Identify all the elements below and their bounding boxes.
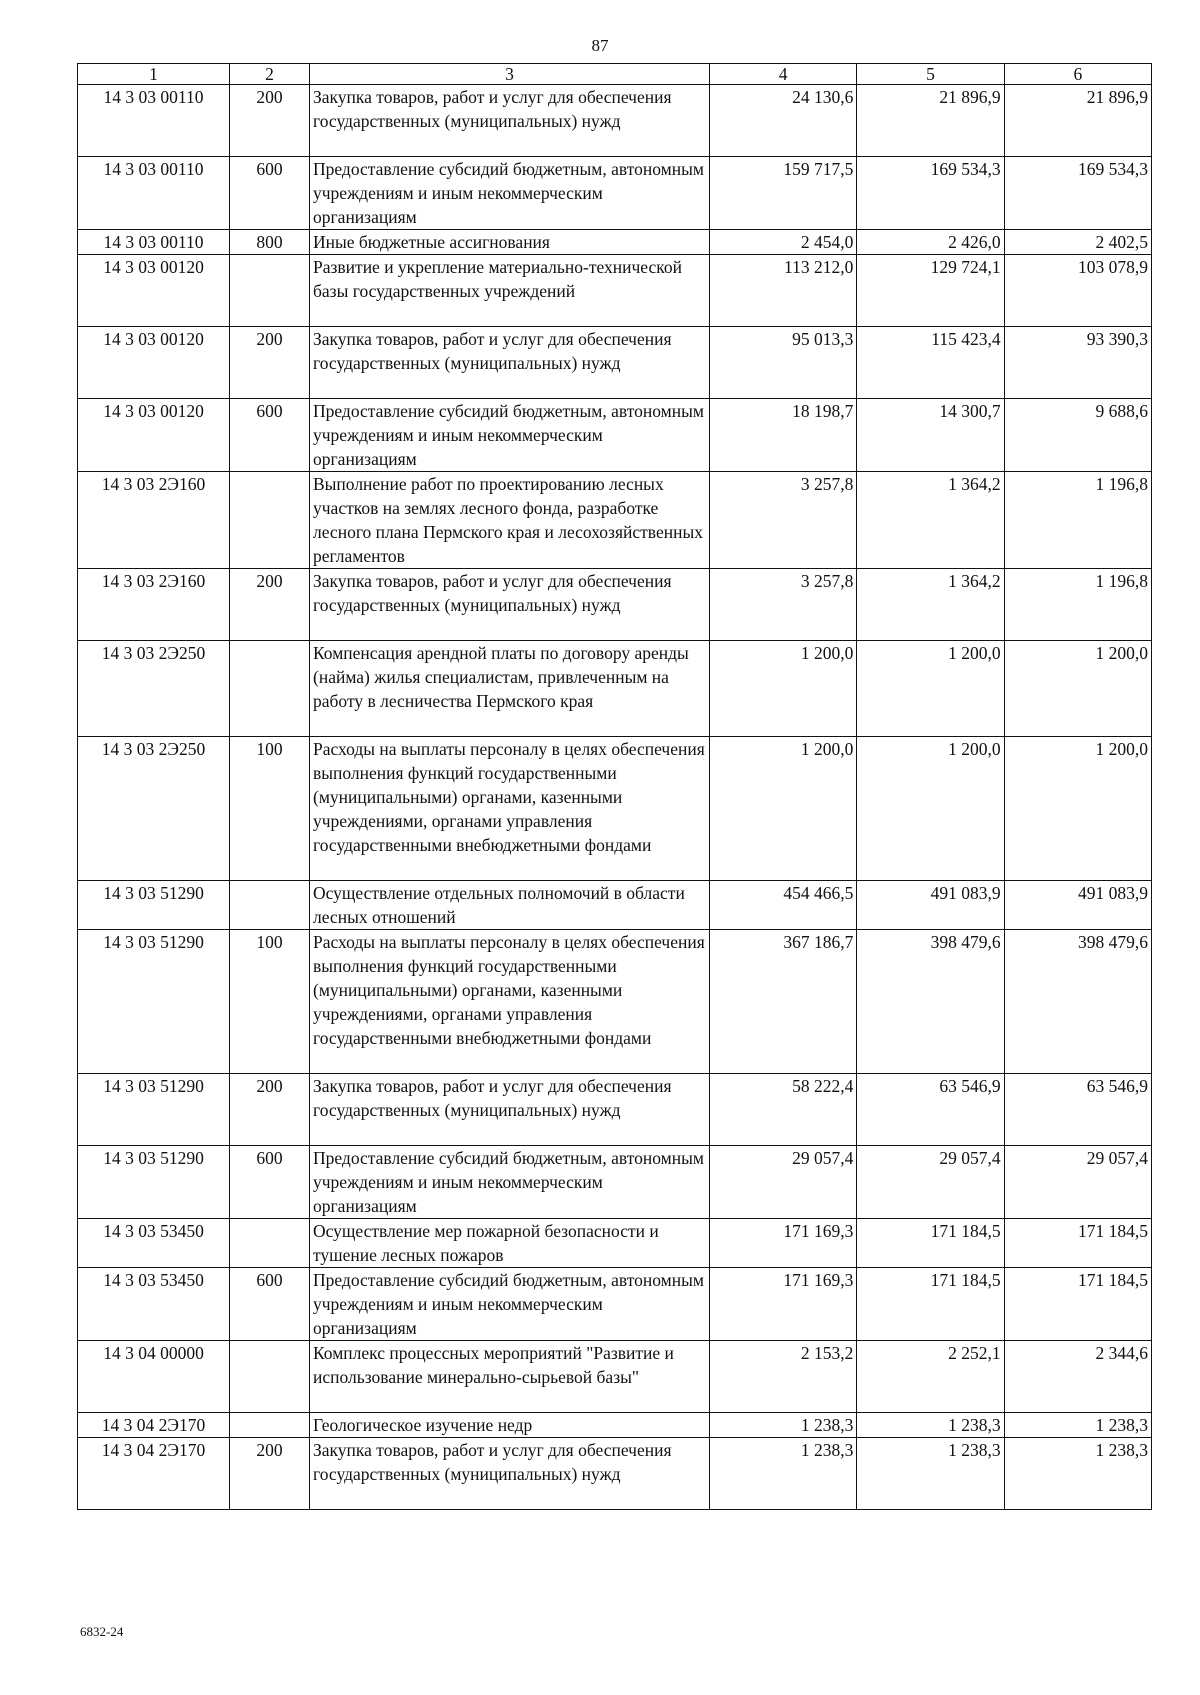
row-value-year1-cell: 24 130,6 [710,85,857,157]
row-value-year1-cell: 113 212,0 [710,255,857,327]
row-value-year1-cell: 29 057,4 [710,1146,857,1219]
row-type-cell: 600 [230,1268,310,1341]
table-row [78,1268,1152,1341]
row-value-year1-cell: 18 198,7 [710,399,857,472]
row-name-cell: Осуществление отдельных полномочий в области лесных отношений [310,881,710,930]
row-value-year1-cell: 454 466,5 [710,881,857,930]
header-row [78,64,1152,85]
row-type-cell: 100 [230,737,310,881]
row-code-cell: 14 3 04 00000 [78,1341,230,1413]
row-value-year1-cell: 171 169,3 [710,1268,857,1341]
row-name-cell: Закупка товаров, работ и услуг для обеспечения государственных (муниципальных) нужд [310,327,710,399]
row-value-year3-cell: 2 402,5 [1004,230,1151,255]
row-code-cell: 14 3 03 51290 [78,930,230,1074]
row-name-cell: Закупка товаров, работ и услуг для обеспечения государственных (муниципальных) нужд [310,1074,710,1146]
table-row [78,1341,1152,1413]
row-value-year3-cell: 1 238,3 [1004,1413,1151,1438]
row-value-year3-cell: 1 238,3 [1004,1438,1151,1510]
row-value-year1-cell: 159 717,5 [710,157,857,230]
row-type-cell: 600 [230,1146,310,1219]
row-value-year1-cell: 1 238,3 [710,1413,857,1438]
row-type-cell: 600 [230,399,310,472]
row-value-year2-cell: 14 300,7 [857,399,1004,472]
row-code-cell: 14 3 03 00120 [78,327,230,399]
row-code-cell: 14 3 03 51290 [78,1074,230,1146]
row-name-cell: Предоставление субсидий бюджетным, автономным учреждениям и иным некоммерческим организациям [310,399,710,472]
row-name-cell: Предоставление субсидий бюджетным, автономным учреждениям и иным некоммерческим организациям [310,1146,710,1219]
table-row [78,85,1152,157]
row-value-year3-cell: 1 200,0 [1004,641,1151,737]
document-code: 6832-24 [80,1624,124,1639]
header-col-3: 3 [310,64,710,85]
row-name-cell: Расходы на выплаты персоналу в целях обеспечения выполнения функций государственными (муниципальными) органами, казенными учреждениями, органами управления государственными внебюджетными фондами [310,930,710,1074]
row-type-cell [230,1219,310,1268]
row-name-cell: Закупка товаров, работ и услуг для обеспечения государственных (муниципальных) нужд [310,569,710,641]
row-value-year2-cell: 2 426,0 [857,230,1004,255]
row-value-year2-cell: 63 546,9 [857,1074,1004,1146]
table-row [78,1074,1152,1146]
row-value-year2-cell: 115 423,4 [857,327,1004,399]
table-row [78,569,1152,641]
row-value-year2-cell: 491 083,9 [857,881,1004,930]
row-value-year2-cell: 2 252,1 [857,1341,1004,1413]
row-name-cell: Закупка товаров, работ и услуг для обеспечения государственных (муниципальных) нужд [310,1438,710,1510]
row-value-year2-cell: 169 534,3 [857,157,1004,230]
row-code-cell: 14 3 03 00120 [78,255,230,327]
row-type-cell: 100 [230,930,310,1074]
row-code-cell: 14 3 03 2Э160 [78,569,230,641]
row-value-year1-cell: 2 454,0 [710,230,857,255]
row-value-year2-cell: 1 364,2 [857,472,1004,569]
row-type-cell: 600 [230,157,310,230]
table-row [78,641,1152,737]
row-name-cell: Расходы на выплаты персоналу в целях обеспечения выполнения функций государственными (муниципальными) органами, казенными учреждениями, органами управления государственными внебюджетными фондами [310,737,710,881]
row-value-year3-cell: 93 390,3 [1004,327,1151,399]
row-value-year1-cell: 2 153,2 [710,1341,857,1413]
row-value-year1-cell: 367 186,7 [710,930,857,1074]
row-name-cell: Закупка товаров, работ и услуг для обеспечения государственных (муниципальных) нужд [310,85,710,157]
row-type-cell [230,255,310,327]
row-type-cell [230,641,310,737]
row-type-cell [230,1413,310,1438]
row-value-year1-cell: 3 257,8 [710,569,857,641]
table-row [78,881,1152,930]
table-row [78,1146,1152,1219]
row-code-cell: 14 3 03 53450 [78,1219,230,1268]
row-name-cell: Геологическое изучение недр [310,1413,710,1438]
header-col-1: 1 [78,64,230,85]
row-name-cell: Компенсация арендной платы по договору аренды (найма) жилья специалистам, привлеченным на работу в лесничества Пермского края [310,641,710,737]
row-value-year2-cell: 1 238,3 [857,1438,1004,1510]
row-value-year3-cell: 171 184,5 [1004,1219,1151,1268]
table-row [78,1219,1152,1268]
row-code-cell: 14 3 03 00110 [78,230,230,255]
row-name-cell: Предоставление субсидий бюджетным, автономным учреждениям и иным некоммерческим организациям [310,1268,710,1341]
row-name-cell: Осуществление мер пожарной безопасности и тушение лесных пожаров [310,1219,710,1268]
row-type-cell: 200 [230,569,310,641]
table-header [78,64,1152,85]
row-value-year3-cell: 103 078,9 [1004,255,1151,327]
row-code-cell: 14 3 03 2Э250 [78,641,230,737]
table-row [78,1438,1152,1510]
table-body [78,85,1152,1510]
header-col-6: 6 [1004,64,1151,85]
row-name-cell: Комплекс процессных мероприятий "Развитие и использование минерально-сырьевой базы" [310,1341,710,1413]
row-type-cell: 200 [230,1074,310,1146]
row-value-year2-cell: 29 057,4 [857,1146,1004,1219]
row-value-year2-cell: 398 479,6 [857,930,1004,1074]
row-value-year3-cell: 171 184,5 [1004,1268,1151,1341]
row-type-cell [230,881,310,930]
header-col-4: 4 [710,64,857,85]
row-code-cell: 14 3 03 2Э160 [78,472,230,569]
table-row [78,327,1152,399]
row-value-year3-cell: 169 534,3 [1004,157,1151,230]
row-code-cell: 14 3 03 00120 [78,399,230,472]
row-code-cell: 14 3 03 2Э250 [78,737,230,881]
table-row [78,930,1152,1074]
row-value-year2-cell: 1 200,0 [857,641,1004,737]
row-type-cell: 200 [230,1438,310,1510]
table-row [78,399,1152,472]
header-col-5: 5 [857,64,1004,85]
row-code-cell: 14 3 03 00110 [78,85,230,157]
row-name-cell: Выполнение работ по проектированию лесных участков на землях лесного фонда, разработке лесного плана Пермского края и лесохозяйственных регламентов [310,472,710,569]
row-name-cell: Предоставление субсидий бюджетным, автономным учреждениям и иным некоммерческим организациям [310,157,710,230]
row-code-cell: 14 3 03 51290 [78,881,230,930]
row-value-year2-cell: 1 238,3 [857,1413,1004,1438]
row-value-year3-cell: 63 546,9 [1004,1074,1151,1146]
row-value-year3-cell: 21 896,9 [1004,85,1151,157]
row-name-cell: Иные бюджетные ассигнования [310,230,710,255]
row-value-year3-cell: 491 083,9 [1004,881,1151,930]
row-type-cell: 800 [230,230,310,255]
row-value-year2-cell: 171 184,5 [857,1268,1004,1341]
row-value-year1-cell: 95 013,3 [710,327,857,399]
row-value-year2-cell: 1 200,0 [857,737,1004,881]
row-value-year3-cell: 398 479,6 [1004,930,1151,1074]
row-value-year3-cell: 1 200,0 [1004,737,1151,881]
row-value-year1-cell: 1 200,0 [710,641,857,737]
row-value-year1-cell: 1 200,0 [710,737,857,881]
row-code-cell: 14 3 03 53450 [78,1268,230,1341]
row-value-year1-cell: 3 257,8 [710,472,857,569]
row-type-cell: 200 [230,327,310,399]
row-value-year2-cell: 171 184,5 [857,1219,1004,1268]
row-value-year1-cell: 171 169,3 [710,1219,857,1268]
row-code-cell: 14 3 04 2Э170 [78,1438,230,1510]
row-value-year2-cell: 129 724,1 [857,255,1004,327]
row-value-year2-cell: 1 364,2 [857,569,1004,641]
table-row [78,230,1152,255]
table-row [78,737,1152,881]
row-code-cell: 14 3 04 2Э170 [78,1413,230,1438]
row-value-year3-cell: 2 344,6 [1004,1341,1151,1413]
row-type-cell: 200 [230,85,310,157]
page-number: 87 [591,36,609,55]
row-value-year1-cell: 1 238,3 [710,1438,857,1510]
table-row [78,1413,1152,1438]
row-value-year3-cell: 1 196,8 [1004,569,1151,641]
row-value-year2-cell: 21 896,9 [857,85,1004,157]
row-type-cell [230,1341,310,1413]
table-row [78,255,1152,327]
header-col-2: 2 [230,64,310,85]
row-value-year3-cell: 1 196,8 [1004,472,1151,569]
table-row [78,157,1152,230]
row-value-year3-cell: 29 057,4 [1004,1146,1151,1219]
row-type-cell [230,472,310,569]
row-name-cell: Развитие и укрепление материально-технической базы государственных учреждений [310,255,710,327]
row-code-cell: 14 3 03 00110 [78,157,230,230]
row-code-cell: 14 3 03 51290 [78,1146,230,1219]
row-value-year1-cell: 58 222,4 [710,1074,857,1146]
table-row [78,472,1152,569]
budget-table [77,63,1152,1510]
row-value-year3-cell: 9 688,6 [1004,399,1151,472]
